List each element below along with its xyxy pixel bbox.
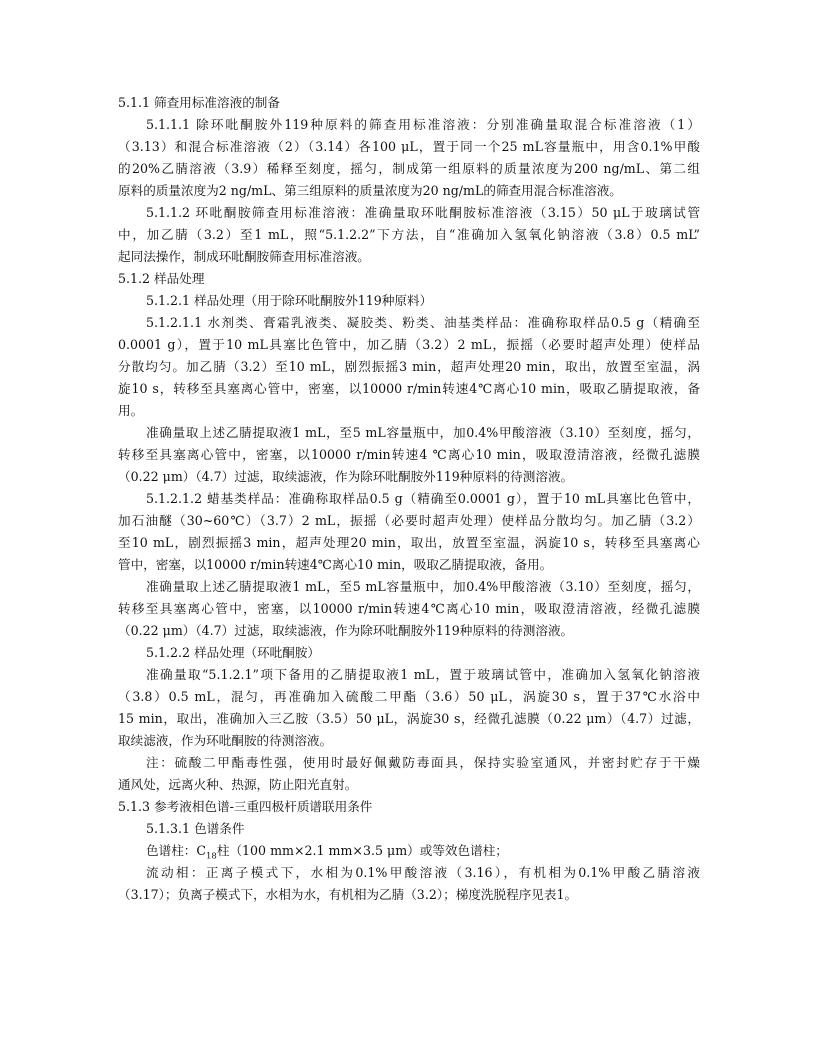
column-spec-suffix: 柱（100 mm×2.1 mm×3.5 μm）或等效色谱柱；: [216, 843, 508, 858]
text-line: 5.1.3 参考液相色谱-三重四极杆质谱联用条件: [118, 799, 373, 814]
text-line: 通风处，远离火种、热源，防止阳光直射。: [118, 777, 358, 792]
text-line: 旋10 s，转移至具塞离心管中，密塞，以10000 r/min转速4℃离心10 min，吸取乙腈提取液，备: [118, 381, 700, 396]
text-line: （0.22 μm）（4.7）过滤，取续滤液，作为除环吡酮胺外119种原料的待测溶液。: [118, 469, 574, 484]
text-line: 5.1.3.1 色谱条件: [146, 821, 245, 836]
text-line: 5.1.1 筛查用标准溶液的制备: [118, 95, 280, 110]
text-line: 中，加乙腈（3.2）至1 mL，照“5.1.2.2”下方法，自“准确加入氢氧化钠溶液（3.8）0.5 mL”: [118, 227, 700, 242]
text-line: 15 min，取出，准确加入三乙胺（3.5）50 μL，涡旋30 s，经微孔滤膜（0.22 μm）（4.7）过滤，: [118, 711, 700, 726]
text-line: 原料的质量浓度为2 ng/mL、第三组原料的质量浓度为20 ng/mL的筛查用混合标准溶液。: [118, 183, 622, 198]
text-line: 5.1.1.1 除环吡酮胺外119种原料的筛查用标准溶液：分别准确量取混合标准溶液（1）: [146, 117, 700, 132]
text-line: 的20%乙腈溶液（3.9）稀释至刻度，摇匀，制成第一组原料的质量浓度为200 ng/mL、第二组: [118, 161, 700, 176]
text-line: 5.1.2.1 样品处理（用于除环吡酮胺外119种原料）: [146, 293, 433, 308]
text-line: （3.13）和混合标准溶液（2）（3.14）各100 μL，置于同一个25 mL容量瓶中，用含0.1%甲酸: [118, 139, 700, 154]
text-line: （3.17）；负离子模式下，水相为水，有机相为乙腈（3.2）；梯度洗脱程序见表1。: [118, 887, 578, 902]
column-spec-subscript: 18: [206, 851, 217, 862]
text-line: 加石油醚（30~60℃）（3.7）2 mL，振摇（必要时超声处理）使样品分散均匀。加乙腈（3.2）: [118, 513, 700, 528]
text-line: 准确量取“5.1.2.1”项下备用的乙腈提取液1 mL，置于玻璃试管中，准确加入氢氧化钠溶液: [146, 667, 700, 682]
text-line: 取续滤液，作为环吡酮胺的待测溶液。: [118, 733, 333, 748]
document-body: [118, 92, 700, 840]
column-spec-prefix: 色谱柱：C: [146, 843, 207, 858]
document-page: [118, 92, 700, 906]
text-line: 准确量取上述乙腈提取液1 mL，至5 mL容量瓶中，加0.4%甲酸溶液（3.10）至刻度，摇匀，: [146, 579, 700, 594]
text-line: 转移至具塞离心管中，密塞，以10000 r/min转速4 ℃离心10 min，吸取澄清溶液，经微孔滤膜: [118, 447, 700, 462]
text-line: 用。: [118, 403, 144, 418]
text-line: 注：硫酸二甲酯毒性强，使用时最好佩戴防毒面具，保持实验室通风，并密封贮存于干燥: [146, 755, 700, 770]
text-line: 分散均匀。加乙腈（3.2）至10 mL，剧烈振摇3 min，超声处理20 min，取出，放置至室温，涡: [118, 359, 700, 374]
text-line: （0.22 μm）（4.7）过滤，取续滤液，作为除环吡酮胺外119种原料的待测溶液。: [118, 623, 574, 638]
document-tail: [118, 862, 700, 906]
text-line: 流动相：正离子模式下，水相为0.1%甲酸溶液（3.16），有机相为0.1%甲酸乙腈溶液: [146, 865, 700, 880]
text-line: 5.1.2.1.1 水剂类、膏霜乳液类、凝胶类、粉类、油基类样品：准确称取样品0.5 g（精确至: [146, 315, 700, 330]
text-line: 起同法操作，制成环吡酮胺筛查用标准溶液。: [118, 249, 370, 264]
text-line: （3.8）0.5 mL，混匀，再准确加入硫酸二甲酯（3.6）50 μL，涡旋30 s，置于37℃水浴中: [118, 689, 700, 704]
column-spec-line: [118, 840, 700, 862]
text-line: 5.1.2.2 样品处理（环吡酮胺）: [146, 645, 321, 660]
text-line: 准确量取上述乙腈提取液1 mL，至5 mL容量瓶中，加0.4%甲酸溶液（3.10）至刻度，摇匀，: [146, 425, 700, 440]
text-line: 0.0001 g），置于10 mL具塞比色管中，加乙腈（3.2）2 mL，振摇（必要时超声处理）使样品: [118, 337, 700, 352]
text-line: 管中，密塞，以10000 r/min转速4℃离心10 min，吸取乙腈提取液，备用。: [118, 557, 553, 572]
text-line: 5.1.2 样品处理: [118, 271, 205, 286]
text-line: 转移至具塞离心管中，密塞，以10000 r/min转速4℃离心10 min，吸取澄清溶液，经微孔滤膜: [118, 601, 700, 616]
text-line: 5.1.1.2 环吡酮胺筛查用标准溶液：准确量取环吡酮胺标准溶液（3.15）50 μL于玻璃试管: [146, 205, 700, 220]
text-line: 至10 mL，剧烈振摇3 min，超声处理20 min，取出，放置至室温，涡旋10 s，转移至具塞离心: [118, 535, 700, 550]
text-line: 5.1.2.1.2 蜡基类样品：准确称取样品0.5 g（精确至0.0001 g），置于10 mL具塞比色管中，: [146, 491, 700, 506]
